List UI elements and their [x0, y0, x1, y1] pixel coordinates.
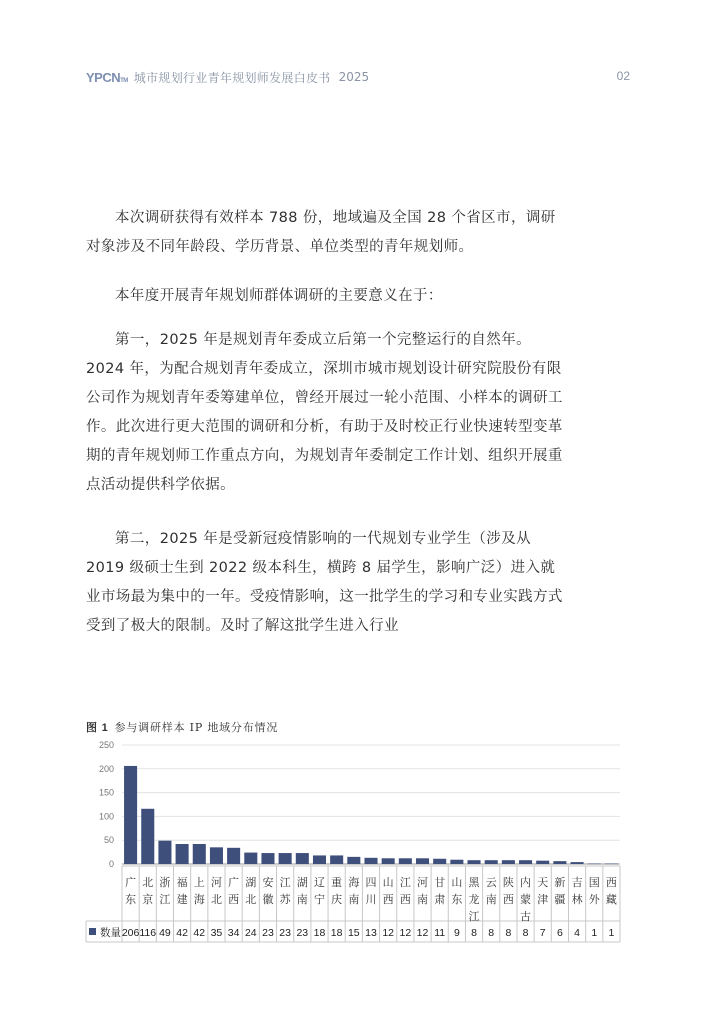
category-label: 广西 — [228, 876, 240, 906]
bar — [605, 864, 618, 865]
data-value-label: 35 — [210, 927, 223, 939]
category-label: 天津 — [537, 876, 549, 906]
paragraph-significance-intro: 本年度开展青年规划师群体调研的主要意义在于： — [115, 288, 443, 304]
legend-series-name: 数量 — [100, 927, 121, 939]
data-value-label: 49 — [159, 927, 171, 939]
category-label: 新疆 — [554, 876, 566, 906]
bar — [279, 853, 292, 864]
data-value-label: 18 — [313, 927, 326, 939]
data-value-label: 15 — [347, 927, 360, 939]
figure-number: 图 1 — [86, 722, 109, 734]
data-value-label: 6 — [556, 927, 563, 939]
bar — [141, 809, 154, 864]
category-label: 海南 — [348, 876, 360, 906]
category-label: 河北 — [210, 876, 222, 906]
data-value-label: 23 — [262, 927, 274, 939]
category-label: 甘肃 — [434, 876, 446, 906]
data-value-label: 8 — [522, 927, 529, 939]
bar — [347, 857, 360, 864]
data-value-label: 12 — [416, 927, 429, 939]
bar — [176, 844, 189, 864]
data-value-label: 4 — [574, 927, 580, 939]
bar — [124, 766, 137, 864]
category-label: 西藏 — [605, 876, 617, 906]
category-label: 上海 — [193, 876, 205, 906]
y-tick-label: 150 — [98, 787, 114, 798]
bar — [193, 844, 206, 864]
bar — [296, 853, 309, 864]
data-value-label: 12 — [382, 927, 395, 939]
data-value-label: 12 — [399, 927, 412, 939]
category-label: 安徽 — [262, 876, 274, 906]
legend-key — [89, 928, 96, 935]
bar — [364, 858, 377, 864]
bar — [536, 861, 549, 864]
category-label: 福建 — [176, 876, 188, 906]
data-value-label: 34 — [227, 927, 240, 939]
bar — [227, 848, 240, 864]
category-label: 广东 — [125, 876, 137, 906]
data-value-label: 18 — [330, 927, 343, 939]
paragraph-second-point: 第二，2025 年是受新冠疫情影响的一代规划专业学生（涉及从 2019 级硕士生到 2022 级本科生，横跨 8 届学生，影响广泛）进入就业市场最为集中的一年。受疫情影响，这一批学生的学习和专业实践方式受到了极大的限制。及时了解这批学生进入行业 — [86, 531, 563, 634]
bar — [571, 862, 584, 864]
brand-logo: YPCNTM — [86, 69, 128, 85]
bar — [261, 853, 274, 864]
data-value-label: 7 — [539, 927, 546, 939]
y-tick-label: 50 — [103, 835, 114, 846]
category-label: 四川 — [365, 876, 377, 906]
data-value-label: 9 — [453, 927, 460, 939]
page-number: 02 — [616, 69, 630, 83]
data-value-label: 24 — [244, 927, 257, 939]
y-tick-label: 250 — [98, 740, 114, 750]
category-label: 内蒙古 — [520, 876, 532, 923]
data-value-label: 8 — [471, 927, 477, 939]
data-value-label: 1 — [608, 927, 615, 939]
category-label: 江西 — [399, 876, 411, 906]
data-value-label: 11 — [434, 927, 446, 939]
y-tick-label: 0 — [108, 859, 114, 869]
category-label: 重庆 — [331, 876, 343, 906]
bar — [210, 847, 223, 864]
paragraph-first-point: 第一，2025 年是规划青年委成立后第一个完整运行的自然年。2024 年，为配合规划青年委成立，深圳市城市规划设计研究院股份有限公司作为规划青年委筹建单位，曾经开展过一轮小范围、小样本的调研工作。此次进行更大范围的调研和分析，有助于及时校正行业快速转型变革期的青年规划师工作重点方向，为规划青年委制定工作计划、组织开展重点活动提供科学依据。 — [86, 332, 563, 493]
data-value-label: 23 — [296, 927, 309, 939]
bar — [485, 860, 498, 864]
bar — [433, 859, 446, 864]
data-value-label: 1 — [591, 927, 598, 939]
category-label: 江苏 — [279, 876, 291, 906]
data-value-label: 8 — [488, 927, 495, 939]
bar — [313, 855, 326, 864]
category-label: 陕西 — [502, 876, 514, 906]
category-label: 黑龙江 — [468, 876, 480, 923]
category-label: 北京 — [142, 876, 154, 906]
bar — [416, 858, 429, 864]
bar — [468, 860, 481, 864]
bar — [399, 858, 412, 864]
category-label: 云南 — [485, 876, 497, 906]
category-label: 国外 — [588, 876, 600, 906]
data-value-label: 116 — [139, 927, 157, 939]
data-value-label: 42 — [193, 927, 206, 939]
category-label: 河南 — [417, 876, 429, 906]
category-label: 吉林 — [571, 876, 583, 906]
bar — [158, 841, 171, 864]
bar — [502, 860, 515, 864]
bar — [553, 861, 566, 864]
bar — [330, 855, 343, 864]
data-value-label: 206 — [121, 927, 140, 939]
data-value-label: 8 — [505, 927, 512, 939]
data-value-label: 13 — [365, 927, 377, 939]
data-value-label: 23 — [279, 927, 291, 939]
paragraph-sample-summary: 本次调研获得有效样本 788 份，地域遍及全国 28 个省区市，调研对象涉及不同年龄段、学历背景、单位类型的青年规划师。 — [86, 210, 556, 255]
category-label: 湖北 — [245, 876, 257, 906]
bar — [244, 853, 257, 864]
category-label: 湖南 — [296, 876, 308, 906]
document-title: 城市规划行业青年规划师发展白皮书 — [133, 70, 331, 85]
bar — [382, 858, 395, 864]
figure-caption-text: 参与调研样本 IP 地域分布情况 — [114, 721, 279, 734]
bar — [519, 860, 532, 864]
data-value-label: 42 — [176, 927, 188, 939]
category-label: 山东 — [451, 876, 463, 906]
bar — [450, 860, 463, 864]
document-year: 2025 — [338, 70, 370, 84]
category-label: 辽宁 — [313, 876, 325, 906]
category-label: 浙江 — [159, 876, 171, 906]
y-tick-label: 100 — [98, 811, 114, 822]
y-tick-label: 200 — [98, 763, 114, 774]
bar — [588, 864, 601, 865]
category-label: 山西 — [382, 876, 394, 906]
